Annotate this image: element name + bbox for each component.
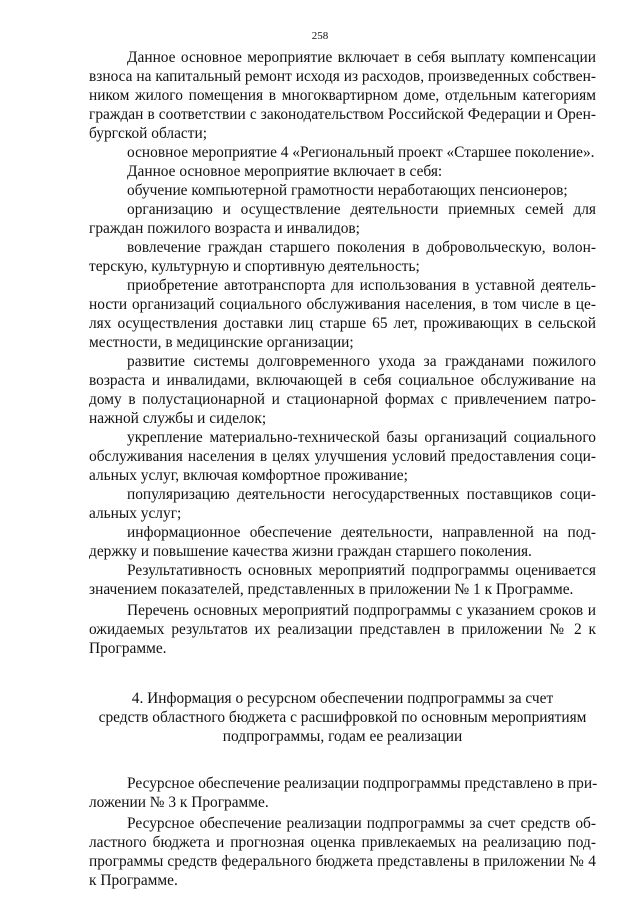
text-line: Ресурсное обеспечение реализации подпрограммы за счет средств об-	[127, 815, 596, 832]
text-line: взноса на капитальный ремонт исходя из расходов, произведенных собствен-	[89, 68, 596, 85]
text-line: ластного бюджета и прогнозная оценка привлекаемых на реализацию под-	[89, 834, 596, 851]
text-line: ности организаций социального обслуживания населения, в том числе в це-	[89, 296, 596, 313]
text-line: к Программе.	[89, 872, 178, 889]
heading-line: подпрограммы, годам ее реализации	[222, 728, 463, 745]
text-line: возраста и инвалидами, включающей в себя социальное обслуживание на	[89, 372, 596, 389]
text-line: значением показателей, представленных в приложении № 1 к Программе.	[89, 581, 574, 598]
text-line: Данное основное мероприятие включает в себя выплату компенсации	[127, 49, 596, 66]
text-line: альных услуг;	[89, 505, 182, 522]
text-line: терскую, культурную и спортивную деятельность;	[89, 258, 420, 275]
text-line: укрепление материально-технической базы организаций социального	[127, 429, 596, 446]
text-line: ложении № 3 к Программе.	[89, 794, 269, 811]
text-line: приобретение автотранспорта для использования в уставной деятель-	[127, 277, 596, 294]
text-line: дому в полустационарной и стационарной формах с привлечением патро-	[89, 391, 596, 408]
text-line: нажной службы и сиделок;	[89, 410, 267, 427]
text-line: Перечень основных мероприятий подпрограммы с указанием сроков и	[127, 602, 596, 619]
text-line: программы средств федерального бюджета представлены в приложении № 4	[89, 853, 596, 870]
text-line: Результативность основных мероприятий подпрограммы оценивается	[127, 562, 596, 579]
text-line: вовлечение граждан старшего поколения в добровольческую, волон-	[127, 239, 596, 256]
text-line: бургской области;	[89, 125, 207, 142]
text-line: местности, в медицинские организации;	[89, 334, 354, 351]
text-line: ником жилого помещения в многоквартирном доме, отдельным категориям	[89, 87, 596, 104]
text-line: развитие системы долговременного ухода за гражданами пожилого	[127, 353, 596, 370]
text-line: Ресурсное обеспечение реализации подпрограммы представлено в при-	[127, 775, 598, 792]
text-line: популяризацию деятельности негосударственных поставщиков соци-	[127, 486, 596, 503]
text-line: лях осуществления доставки лиц старше 65 лет, проживающих в сельской	[89, 315, 596, 332]
text-line: информационное обеспечение деятельности, направленной на под-	[127, 524, 596, 541]
text-line: основное мероприятие 4 «Региональный проект «Старшее поколение».	[127, 144, 595, 161]
text-line: альных услуг, включая комфортное проживание;	[89, 467, 408, 484]
page-number: 258	[311, 30, 329, 42]
text-line: граждан в соответствии с законодательством Российской Федерации и Орен-	[89, 106, 596, 123]
text-line: обслуживания населения в целях улучшения условий предоставления соци-	[89, 448, 596, 465]
text-line: ожидаемых результатов их реализации представлен в приложении № 2 к	[89, 621, 596, 638]
heading-line: 4. Информация о ресурсном обеспечении подпрограммы за счет	[131, 690, 554, 707]
text-line: обучение компьютерной грамотности неработающих пенсионеров;	[127, 182, 568, 199]
text-line: организацию и осуществление деятельности приемных семей для	[127, 201, 596, 218]
text-line: держку и повышение качества жизни граждан старшего поколения.	[89, 543, 532, 560]
heading-line: средств областного бюджета с расшифровкой по основным мероприятиям	[98, 709, 587, 726]
text-line: Программе.	[89, 640, 167, 657]
text-line: граждан пожилого возраста и инвалидов;	[89, 220, 360, 237]
text-line: Данное основное мероприятие включает в себя:	[127, 163, 443, 180]
